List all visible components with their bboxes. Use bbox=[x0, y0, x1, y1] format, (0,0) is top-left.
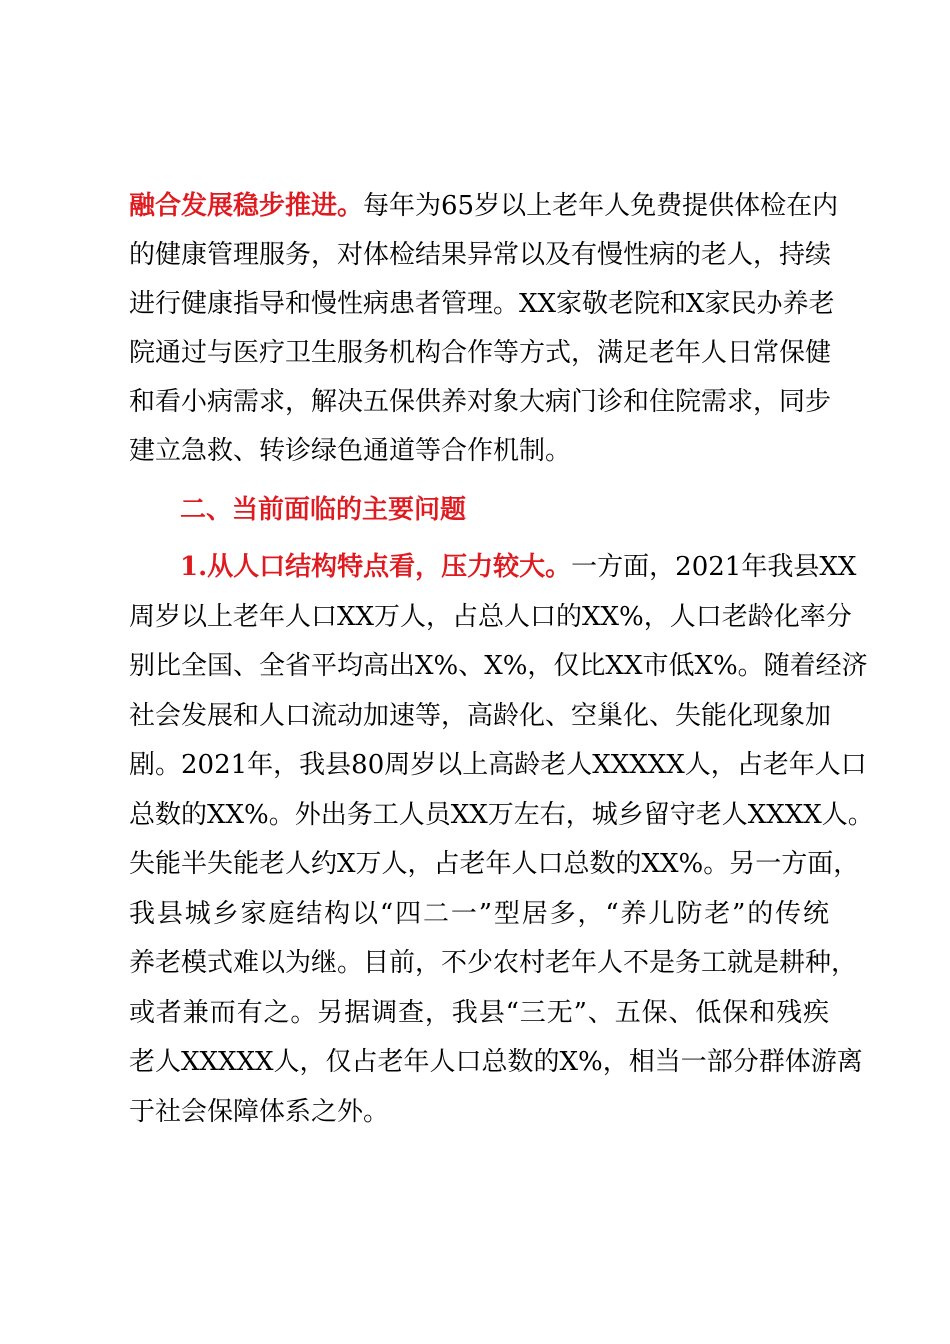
emphasis-lead: 融合发展稳步推进。 bbox=[129, 191, 364, 221]
paragraph-line: 养老模式难以为继。目前，不少农村老年人不是务工就是耕种， bbox=[129, 948, 858, 978]
paragraph-line: 或者兼而有之。另据调查，我县“三无”、五保、低保和残疾 bbox=[129, 998, 829, 1028]
paragraph-line: 总数的XX%。外出务工人员XX万左右，城乡留守老人XXXX人。 bbox=[129, 800, 874, 830]
paragraph-line: 的健康管理服务，对体检结果异常以及有慢性病的老人，持续 bbox=[129, 240, 832, 270]
paragraph-line: 周岁以上老年人口XX万人，占总人口的XX%，人口老龄化率分 bbox=[129, 602, 852, 632]
paragraph-line: 剧。2021年，我县80周岁以上高龄老人XXXXX人，占老年人口 bbox=[129, 750, 867, 780]
paragraph-line: 我县城乡家庭结构以“四二一”型居多，“养儿防老”的传统 bbox=[129, 899, 829, 929]
emphasis-lead: 1.从人口结构特点看，压力较大。 bbox=[180, 552, 572, 582]
paragraph-line: 别比全国、全省平均高出X%、X%，仅比XX市低X%。随着经济 bbox=[129, 651, 868, 681]
paragraph-line: 于社会保障体系之外。 bbox=[129, 1097, 390, 1127]
paragraph-line bbox=[180, 547, 857, 587]
section-heading: 二、当前面临的主要问题 bbox=[180, 495, 467, 525]
paragraph-line: 院通过与医疗卫生服务机构合作等方式，满足老年人日常保健 bbox=[129, 338, 832, 368]
paragraph-line bbox=[129, 186, 839, 226]
paragraph-line: 进行健康指导和慢性病患者管理。XX家敬老院和X家民办养老 bbox=[129, 289, 835, 319]
paragraph-text: 一方面，2021年我县XX bbox=[571, 552, 857, 582]
paragraph-line: 社会发展和人口流动加速等，高龄化、空巢化、失能化现象加 bbox=[129, 701, 832, 731]
paragraph-line: 建立急救、转诊绿色通道等合作机制。 bbox=[129, 436, 572, 466]
paragraph-text: 每年为65岁以上老年人免费提供体检在内 bbox=[363, 191, 839, 221]
paragraph-line: 失能半失能老人约X万人，占老年人口总数的XX%。另一方面， bbox=[129, 849, 860, 879]
paragraph-line: 老人XXXXX人，仅占老年人口总数的X%，相当一部分群体游离 bbox=[129, 1047, 863, 1077]
paragraph-line: 和看小病需求，解决五保供养对象大病门诊和住院需求，同步 bbox=[129, 387, 832, 417]
